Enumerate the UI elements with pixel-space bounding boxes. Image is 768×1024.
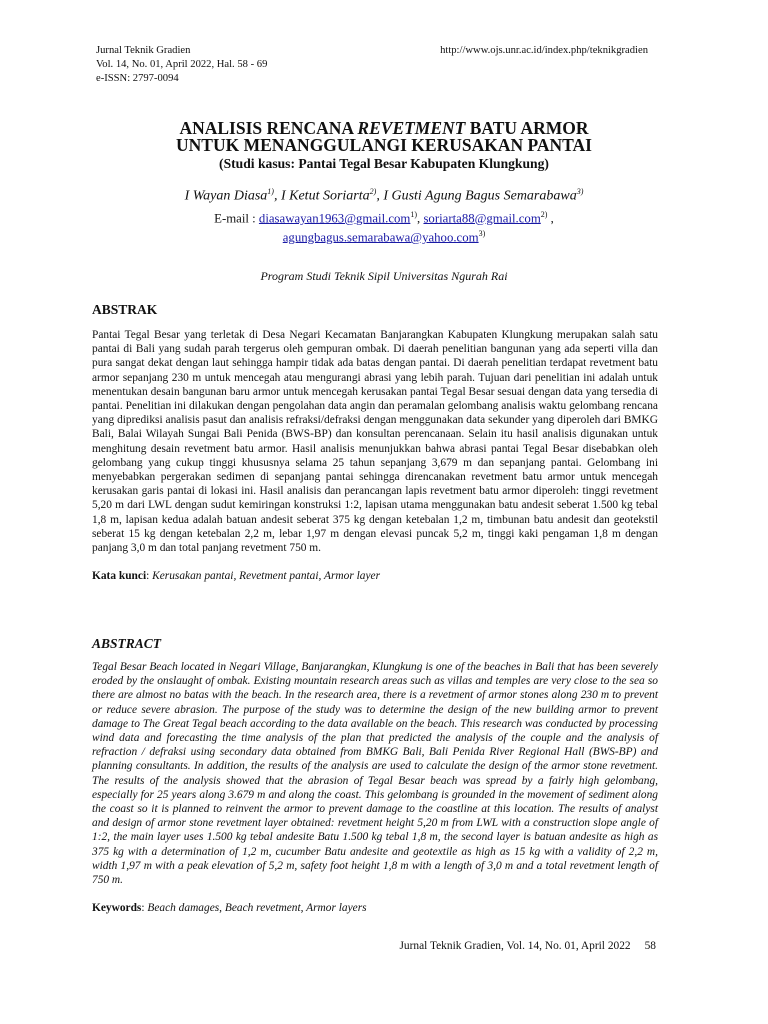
author-list: I Wayan Diasa$^{1)}$, I Ketut Soriarta$^{2)}$, I Gusti Agung Bagus Semarabawa$^{3)}$ (184, 187, 584, 204)
journal-url[interactable]: http://www.ojs.unr.ac.id/index.php/teknikgradien (440, 45, 648, 56)
author-2: , I Ketut Soriarta (273, 188, 370, 204)
affiliation: Program Studi Teknik Sipil Universitas Ngurah Rai (260, 269, 508, 284)
author-1: I Wayan Diasa (184, 188, 268, 204)
title-block (80, 120, 688, 284)
paper-title (80, 120, 688, 154)
journal-volume: Vol. 14, No. 01, April 2022, Hal. 58 - 69 (96, 59, 268, 70)
title-line-1: ANALISIS RENCANA REVETMENT BATU ARMOR (179, 118, 589, 138)
title-line-2: UNTUK MENANGGULANGI KERUSAKAN PANTAI (176, 135, 592, 155)
keywords: Keywords: Beach damages, Beach revetment, Armor layers (92, 902, 367, 915)
abstrak-heading: ABSTRAK (92, 302, 158, 317)
abstract-heading: ABSTRACT (92, 636, 162, 651)
page-number: 58 (644, 940, 656, 952)
journal-issn: e-ISSN: 2797-0094 (96, 73, 179, 84)
email-link-3[interactable]: agungbagus.semarabawa@yahoo.com (282, 230, 479, 245)
email-link-1[interactable]: diasawayan1963@gmail.com (258, 210, 411, 225)
abstrak-section (92, 302, 658, 583)
journal-name: Jurnal Teknik Gradien (96, 45, 191, 56)
journal-header-info (96, 44, 267, 86)
email-list: E-mail : diasawayan1963@gmail.com$^{1)}$, soriarta88@gmail.com$^{2)}$ , agungbagus.semarabawa@yahoo.com$^{3)}$ (214, 209, 554, 245)
abstrak-text: Pantai Tegal Besar yang terletak di Desa Negari Kecamatan Banjarangkan Kabupaten Klungkung merupakan salah satu pantai di Bali yang sudah parah tergerus oleh gempuran ombak. Di daerah penelitian bangunan yang ada seperti villa dan pura sangat dekat dengan laut sehingga hampir tidak ada batas dengan pantai. Di daerah penelitian terdapat revetment batu armor sepanjang 230 m untuk mencegah atau mengurangi abrasi yang lebih parah. Tujuan dari penelitian ini adalah untuk menentukan desain bangunan baru armor untuk mencegah kerusakan pantai Tegal Besar sesuai dengan data yang tersedia di pantai. Penelitian ini dilakukan dengan pengolahan data angin dan peramalan gelombang analisis waktu gelombang rencana yang diprediksi analisis pasut dan analisis refraksi/defraksi dengan menggunakan data sekunder yang diperoleh dari BMKG Bali, Balai Wilayah Sungai Bali Penida (BWS-BP) dan konsultan perencanaan. Selain itu hasil analisis digunakan untuk menghitung desain revetment batu armor. Hasil analisis menunjukkan bahwa abrasi pantai Tegal Besar disebabkan oleh gelombang yang cukup tinggi khususnya selama 25 tahun sepanjang 3,679 m dan sepanjang pantai. Gelombang ini menyebabkan pergerakan sedimen di sepanjang pantai sehingga direncanakan revetment batu armor untuk mencegah kerusakan garis pantai di lokasi ini. Hasil analisis dan perancangan lapis revetment batu armor diperoleh: tinggi revetment 5,20 m dari LWL dengan sudut kemiringan konstruksi 1:2, lapisan utama menggunakan batu andesit seberat 1.500 kg tebal 1,8 m, lapisan kedua adalah batuan andesit seberat 375 kg dengan ketebalan 1,2 m, timbunan batu andesit dan geotekstil seberat 15 kg dengan ketebalan 2,2 m, lebar 1,97 m dengan elevasi puncak 5,2 m, tinggi kaki pengaman 1,8 m dengan panjang 3,0 m dan total panjang revetment 750 m. (92, 329, 658, 555)
page-footer (399, 940, 656, 952)
abstract-section (92, 636, 658, 915)
email-link-2[interactable]: soriarta88@gmail.com (423, 210, 541, 225)
paper-subtitle: (Studi kasus: Pantai Tegal Besar Kabupaten Klungkung) (219, 156, 549, 171)
abstract-text: Tegal Besar Beach located in Negari Village, Banjarangkan, Klungkung is one of the beaches in Bali that has been severely eroded by the onslaught of ombak. Existing mountain research areas such as villas and temples are very close to the sea so there are almost no batas with the beach. In the research area, there is a revetment of armor stones along 230 m to prevent or reduce severe abrasion. The purpose of the study was to determine the design of the new building armor to prevent damage to The Great Tegal beach according to the data available on the beach. This research was conducted by processing wind data and forecasting the time analysis of the plan that predicted the analysis of the couple and the analysis of refraction / defraksi using secondary data obtained from BMKG Bali, Bali Penida River Regional Hall (BWS-BP) and planning consultants. In addition, the results of the analysis are used to calculate the design of the armor stone revetment. The results of the analysis showed that the abrasion of Tegal Besar beach was spread by a fairly high gelombang, especially for 25 years along 3.679 m and along the coast. This gelombang is grounded in the movement of sediment along the coast so it is planned to reinvent the armor to prevent damage to the coastline at this location. The results of analyst and design of armor stone revetment layer obtained: revetment height 5,20 m from LWL with a construction slope angle of 1:2, the main layer uses 1.500 kg tebal andesite Batu 1.500 kg tebal 1,8 m, the second layer is batuan andesite as high as 375 kg with a determination of 1,2 m, cucumber Batu andesite and geotextile as high as 15 kg with a validity of 2,2 m, width 1,97 m with a peak elevation of 5,2 m, safety foot height 1,8 m with a length of 3,0 m and a total revetment length of 750 m. (92, 661, 658, 887)
kata-kunci: Kata kunci: Kerusakan pantai, Revetment pantai, Armor layer (92, 570, 381, 583)
footer-journal: Jurnal Teknik Gradien, Vol. 14, No. 01, April 2022 (399, 940, 631, 952)
author-3: , I Gusti Agung Bagus Semarabawa (376, 188, 577, 204)
